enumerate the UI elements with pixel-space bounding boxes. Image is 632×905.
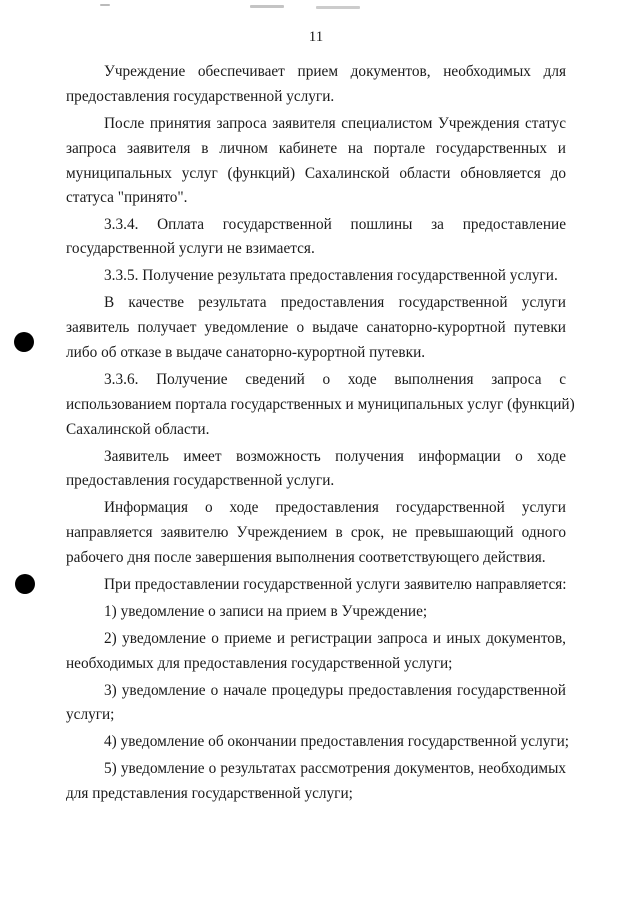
- punch-hole: [14, 332, 34, 352]
- text-line: направляется заявителю Учреждением в срок, не превышающий одного: [66, 524, 566, 541]
- text-line: статуса "принято".: [66, 189, 188, 206]
- text-line: рабочего дня после завершения выполнения соответствующего действия.: [66, 549, 546, 566]
- text-line: После принятия запроса заявителя специалистом Учреждения статус: [104, 115, 566, 132]
- scan-speck: [316, 6, 360, 9]
- list-item: 3) уведомление о начале процедуры предоставления государственной: [104, 682, 566, 699]
- text-line: использованием портала государственных и муниципальных услуг (функций): [66, 396, 575, 413]
- text-line: Учреждение обеспечивает прием документов, необходимых для: [104, 63, 566, 80]
- text-line: Информация о ходе предоставления государственной услуги: [104, 499, 566, 516]
- text-line: запроса заявителя в личном кабинете на портале государственных и: [66, 140, 566, 157]
- text-line: заявитель получает уведомление о выдаче санаторно-курортной путевки: [66, 319, 566, 336]
- text-line: Заявитель имеет возможность получения информации о ходе: [104, 448, 566, 465]
- text-line: муниципальных услуг (функций) Сахалинской области обновляется до: [66, 165, 566, 182]
- scan-speck: [250, 5, 284, 8]
- punch-hole: [15, 574, 35, 594]
- text-line: государственной услуги не взимается.: [66, 240, 315, 257]
- scan-speck: [100, 4, 110, 6]
- list-item: 1) уведомление о записи на прием в Учреждение;: [104, 603, 428, 620]
- list-item: необходимых для предоставления государственной услуги;: [66, 655, 453, 672]
- text-line: предоставления государственной услуги.: [66, 88, 335, 105]
- text-line: 3.3.6. Получение сведений о ходе выполнения запроса с: [104, 371, 566, 388]
- text-line: При предоставлении государственной услуги заявителю направляется:: [104, 576, 567, 593]
- list-item: 5) уведомление о результатах рассмотрения документов, необходимых: [104, 760, 566, 777]
- text-line: 3.3.4. Оплата государственной пошлины за предоставление: [104, 216, 566, 233]
- list-item: услуги;: [66, 706, 115, 723]
- text-line: либо об отказе в выдаче санаторно-курортной путевки.: [66, 344, 426, 361]
- text-line: предоставления государственной услуги.: [66, 472, 335, 489]
- page-number: 11: [308, 29, 324, 45]
- text-line: Сахалинской области.: [66, 421, 210, 438]
- text-line: В качестве результата предоставления государственной услуги: [104, 294, 566, 311]
- list-item: для представления государственной услуги;: [66, 785, 353, 802]
- list-item: 2) уведомление о приеме и регистрации запроса и иных документов,: [104, 630, 566, 647]
- list-item: 4) уведомление об окончании предоставления государственной услуги;: [104, 733, 570, 750]
- section-heading: 3.3.5. Получение результата предоставления государственной услуги.: [104, 267, 558, 284]
